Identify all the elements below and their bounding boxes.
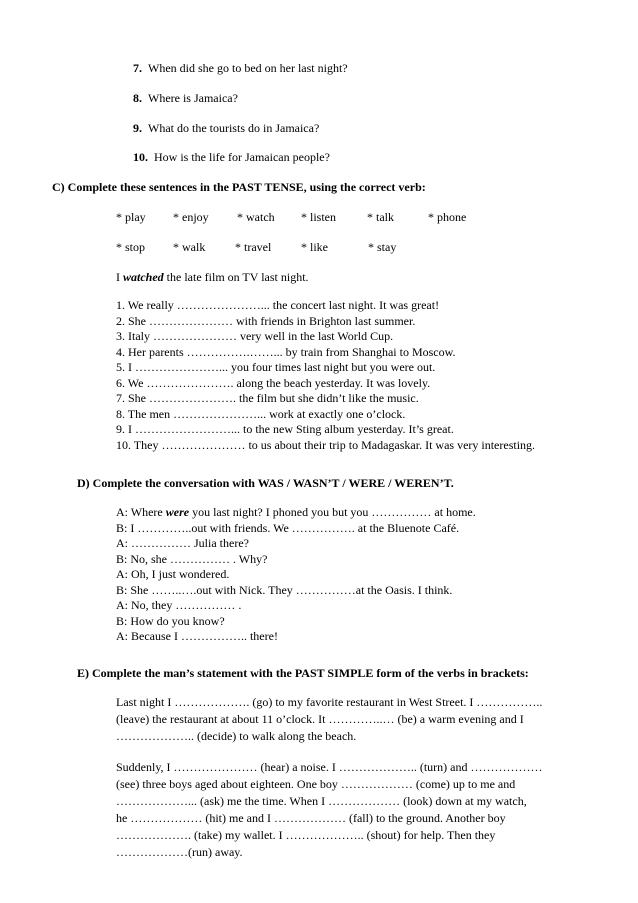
question-10: 10. How is the life for Jamaican people? bbox=[133, 150, 330, 164]
dialogue-line: A: …………… Julia there? bbox=[116, 536, 249, 550]
section-d-dialogue bbox=[116, 505, 476, 645]
section-e-paragraph-2 bbox=[116, 760, 543, 862]
paragraph-line: ……………….. (decide) to walk along the beach. bbox=[116, 729, 357, 743]
list-item: 1. We really …………………... the concert last night. It was great! bbox=[116, 298, 440, 312]
section-e-paragraph-1 bbox=[116, 695, 542, 746]
dialogue-line: A: No, they …………… . bbox=[116, 598, 242, 612]
paragraph-line: Last night I ………………. (go) to my favorite restaurant in West Street. I …………….. bbox=[116, 695, 543, 709]
list-item: 6. We …………………. along the beach yesterday. It was lovely. bbox=[116, 375, 431, 390]
dialogue-line: B: She ……..….out with Nick. They ……………at the Oasis. I think. bbox=[116, 582, 453, 597]
dialogue-line: B: I …………..out with friends. We ……………. at the Bluenote Café. bbox=[116, 520, 460, 535]
list-item: 9. I ……………………... to the new Sting album yesterday. It’s great. bbox=[116, 422, 454, 436]
list-item: 4. Her parents …………….……... by train from Shanghai to Moscow. bbox=[116, 344, 456, 359]
section-d-heading: D) Complete the conversation with WAS / WASN’T / WERE / WEREN’T. bbox=[77, 476, 454, 490]
question-7: 7. When did she go to bed on her last night? bbox=[133, 61, 348, 75]
paragraph-line: (see) three boys aged about eighteen. One boy ……………… (come) up to me and bbox=[116, 777, 516, 791]
dialogue-line: A: Where were you last night? I phoned you but you …………… at home. bbox=[116, 505, 476, 519]
dialogue-line: B: No, she …………… . Why? bbox=[116, 551, 268, 566]
verb-options-row-1: * play * enjoy * watch * listen * talk * phone bbox=[116, 210, 467, 224]
paragraph-line: (leave) the restaurant at about 11 o’clock. It …………..… (be) a warm evening and I bbox=[116, 712, 524, 726]
question-9: 9. What do the tourists do in Jamaica? bbox=[133, 121, 320, 135]
dialogue-line: A: Oh, I just wondered. bbox=[116, 567, 230, 581]
example-sentence: I watched the late film on TV last night. bbox=[116, 270, 309, 284]
list-item: 10. They ………………… to us about their trip to Madagaskar. It was very interesting. bbox=[116, 437, 536, 452]
section-c-heading: C) Complete these sentences in the PAST TENSE, using the correct verb: bbox=[52, 180, 426, 194]
paragraph-line: ………………(run) away. bbox=[116, 845, 243, 859]
list-item: 7. She …………………. the film but she didn’t like the music. bbox=[116, 391, 419, 405]
dialogue-line: A: Because I …………….. there! bbox=[116, 629, 278, 643]
list-item: 2. She ………………… with friends in Brighton last summer. bbox=[116, 313, 416, 328]
list-item: 8. The men …………………... work at exactly one o’clock. bbox=[116, 406, 406, 421]
list-item: 5. I …………………... you four times last night but you were out. bbox=[116, 360, 436, 374]
list-item: 3. Italy ………………… very well in the last World Cup. bbox=[116, 329, 394, 343]
paragraph-line: ………………. (take) my wallet. I ……………….. (shout) for help. Then they bbox=[116, 828, 496, 842]
verb-options-row-2: * stop * walk * travel * like * stay bbox=[116, 240, 397, 254]
paragraph-line: he ……………… (hit) me and I ……………… (fall) to the ground. Another boy bbox=[116, 811, 506, 825]
section-c-items bbox=[116, 298, 535, 453]
dialogue-line: B: How do you know? bbox=[116, 613, 225, 628]
paragraph-line: ………………... (ask) me the time. When I ……………… (look) down at my watch, bbox=[116, 794, 527, 808]
paragraph-line: Suddenly, I ………………… (hear) a noise. I ……………….. (turn) and ……………… bbox=[116, 760, 543, 774]
question-8: 8. Where is Jamaica? bbox=[133, 91, 238, 105]
section-e-heading: E) Complete the man’s statement with the PAST SIMPLE form of the verbs in brackets: bbox=[77, 666, 529, 680]
